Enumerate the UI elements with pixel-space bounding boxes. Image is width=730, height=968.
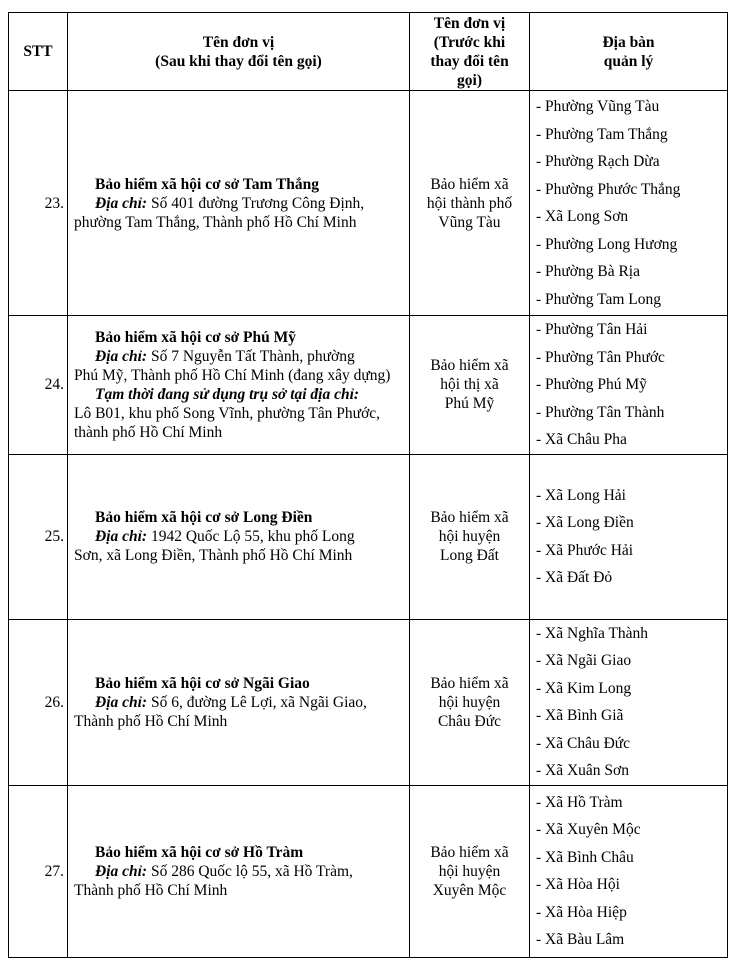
list-item: - Phường Tân Phước bbox=[536, 348, 665, 366]
unit-address: Địa chỉ: Số 7 Nguyễn Tất Thành, phường bbox=[95, 347, 355, 365]
row-stt: 24. bbox=[9, 316, 68, 455]
unit-cell bbox=[68, 91, 410, 316]
list-item: - Xã Bình Châu bbox=[536, 848, 634, 866]
list-item: - Xã Hòa Hội bbox=[536, 876, 620, 893]
unit-address: Địa chỉ: Số 6, đường Lê Lợi, xã Ngãi Giao, bbox=[95, 693, 367, 711]
areas-cell bbox=[530, 316, 728, 455]
temp-address-label: Tạm thời đang sử dụng trụ sở tại địa chỉ: bbox=[95, 385, 360, 403]
unit-address-cont: Phú Mỹ, Thành phố Hồ Chí Minh (đang xây dựng) bbox=[74, 366, 391, 384]
unit-name: Bảo hiểm xã hội cơ sở Phú Mỹ bbox=[95, 328, 297, 346]
unit-address: Địa chỉ: Số 286 Quốc lộ 55, xã Hồ Tràm, bbox=[95, 862, 353, 880]
unit-name: Bảo hiểm xã hội cơ sở Tam Thắng bbox=[95, 175, 320, 193]
list-item: - Xã Long Hải bbox=[536, 486, 626, 504]
list-item: - Phường Bà Rịa bbox=[536, 263, 640, 280]
unit-address-cont: phường Tam Thắng, Thành phố Hồ Chí Minh bbox=[74, 213, 357, 231]
list-item: - Xã Hồ Tràm bbox=[536, 793, 623, 811]
areas-cell bbox=[530, 785, 728, 957]
row-stt: 27. bbox=[9, 785, 68, 957]
unit-cell bbox=[68, 785, 410, 957]
list-item: - Xã Phước Hải bbox=[536, 541, 634, 559]
list-item: - Xã Châu Pha bbox=[536, 431, 627, 448]
list-item: - Phường Rạch Dừa bbox=[536, 153, 660, 170]
list-item: - Xã Bình Giã bbox=[536, 707, 624, 724]
areas-cell bbox=[530, 91, 728, 316]
header-stt: STT bbox=[9, 13, 68, 91]
unit-name: Bảo hiểm xã hội cơ sở Hồ Tràm bbox=[95, 843, 304, 861]
unit-address-cont: Sơn, xã Long Điền, Thành phố Hồ Chí Minh bbox=[74, 547, 353, 564]
list-item: - Xã Long Điền bbox=[536, 514, 634, 531]
old-name-cell: Bảo hiểm xã hội huyện Long Đất bbox=[410, 454, 530, 619]
table-row bbox=[9, 785, 728, 957]
row-stt: 26. bbox=[9, 619, 68, 785]
unit-address: Địa chỉ: Số 401 đường Trương Công Định, bbox=[95, 194, 365, 212]
old-name-cell: Bảo hiểm xã hội huyện Xuyên Mộc bbox=[410, 785, 530, 957]
list-item: - Xã Bàu Lâm bbox=[536, 931, 625, 948]
temp-address: Lô B01, khu phố Song Vĩnh, phường Tân Phước, thành phố Hồ Chí Minh bbox=[74, 404, 381, 441]
unit-address-cont: Thành phố Hồ Chí Minh bbox=[74, 881, 228, 899]
table-header-row bbox=[9, 13, 728, 91]
list-item: - Xã Nghĩa Thành bbox=[536, 624, 649, 642]
list-item: - Xã Châu Đức bbox=[536, 734, 631, 752]
unit-address-cont: Thành phố Hồ Chí Minh bbox=[74, 712, 228, 730]
old-name-cell: Bảo hiểm xã hội thành phố Vũng Tàu bbox=[410, 91, 530, 316]
table-row bbox=[9, 454, 728, 619]
list-item: - Phường Phước Thắng bbox=[536, 180, 681, 198]
row-stt: 25. bbox=[9, 454, 68, 619]
list-item: - Phường Tân Hải bbox=[536, 321, 648, 338]
areas-cell bbox=[530, 454, 728, 619]
unit-cell bbox=[68, 619, 410, 785]
unit-name: Bảo hiểm xã hội cơ sở Long Điền bbox=[95, 509, 313, 526]
list-item: - Phường Long Hương bbox=[536, 235, 678, 253]
list-item: - Xã Xuân Sơn bbox=[536, 762, 629, 779]
row-stt: 23. bbox=[9, 91, 68, 316]
old-name-cell: Bảo hiểm xã hội huyện Châu Đức bbox=[410, 619, 530, 785]
list-item: - Xã Kim Long bbox=[536, 679, 632, 697]
table-row bbox=[9, 316, 728, 455]
list-item: - Xã Xuyên Mộc bbox=[536, 821, 641, 838]
header-old-name: Tên đơn vị (Trước khi thay đổi tên gọi) bbox=[410, 13, 530, 91]
areas-cell bbox=[530, 619, 728, 785]
list-item: - Xã Long Sơn bbox=[536, 208, 629, 225]
unit-cell bbox=[68, 316, 410, 455]
old-name-cell: Bảo hiểm xã hội thị xã Phú Mỹ bbox=[410, 316, 530, 455]
header-area: Địa bàn quản lý bbox=[530, 13, 728, 91]
unit-name: Bảo hiểm xã hội cơ sở Ngãi Giao bbox=[95, 674, 310, 692]
table-row bbox=[9, 91, 728, 316]
list-item: - Phường Phú Mỹ bbox=[536, 376, 647, 393]
list-item: - Xã Đất Đỏ bbox=[536, 569, 613, 586]
unit-address: Địa chỉ: 1942 Quốc Lộ 55, khu phố Long bbox=[95, 528, 355, 545]
list-item: - Phường Vũng Tàu bbox=[536, 98, 660, 115]
table-row bbox=[9, 619, 728, 785]
header-new-name: Tên đơn vị (Sau khi thay đổi tên gọi) bbox=[68, 13, 410, 91]
list-item: - Phường Tân Thành bbox=[536, 403, 665, 421]
list-item: - Xã Ngãi Giao bbox=[536, 652, 632, 669]
list-item: - Phường Tam Thắng bbox=[536, 125, 668, 143]
units-table bbox=[8, 12, 728, 958]
list-item: - Xã Hòa Hiệp bbox=[536, 903, 627, 921]
list-item: - Phường Tam Long bbox=[536, 290, 662, 308]
unit-cell bbox=[68, 454, 410, 619]
